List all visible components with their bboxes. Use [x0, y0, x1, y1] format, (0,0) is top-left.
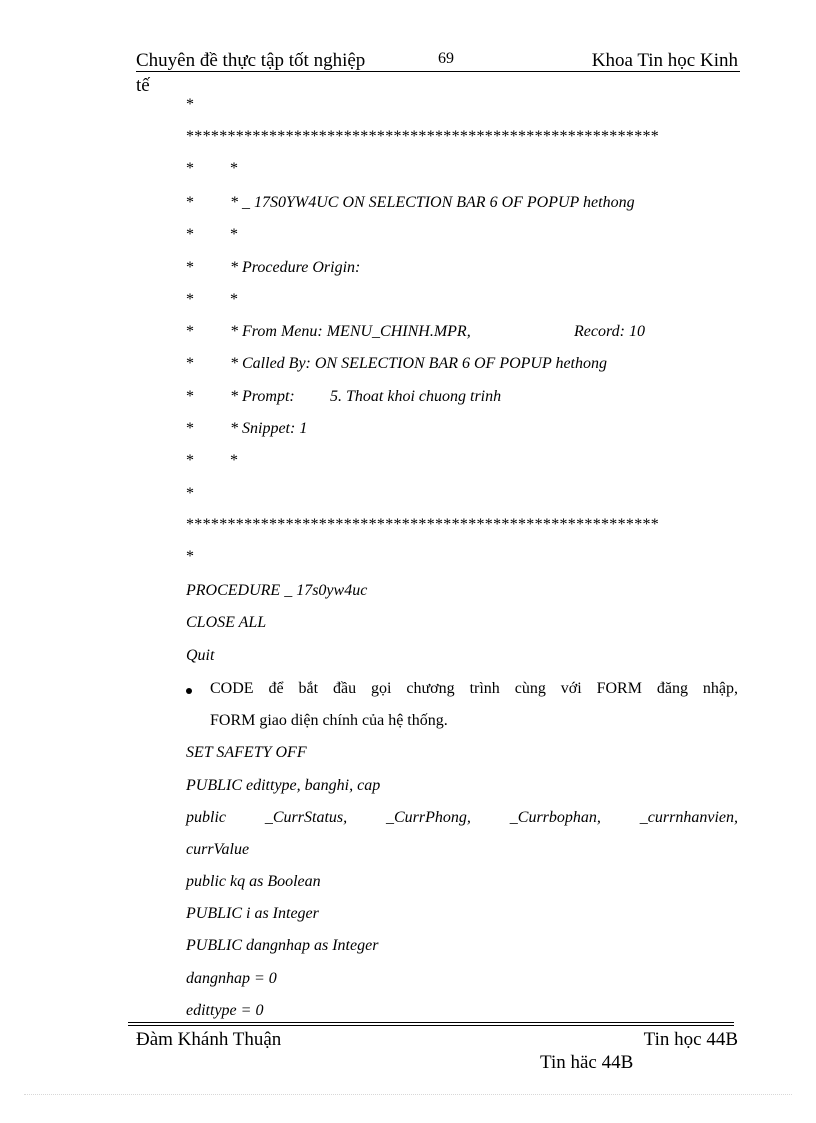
bullet-text-line-1: CODE để bắt đầu gọi chương trình cùng với FORM đăng nhập, [210, 680, 738, 697]
comment-snippet: * Snippet: 1 [230, 420, 308, 437]
comment-record: Record: 10 [574, 323, 645, 340]
code-quit-line: Quit [186, 647, 215, 664]
code-token: public [186, 809, 226, 826]
comment-star: * [230, 226, 238, 243]
comment-procedure-origin: * Procedure Origin: [230, 259, 361, 276]
comment-star: * [186, 259, 194, 276]
code-procedure-line: PROCEDURE _ 17s0yw4uc [186, 582, 368, 599]
comment-star-row: ********************************************************* [186, 128, 660, 145]
code-dangnhap-init-line: dangnhap = 0 [186, 970, 277, 987]
comment-star: * [186, 355, 194, 372]
comment-called-by: * Called By: ON SELECTION BAR 6 OF POPUP hethong [230, 355, 607, 372]
comment-star: * [186, 388, 194, 405]
comment-star: * [230, 160, 238, 177]
code-public-kq-line: public kq as Boolean [186, 873, 321, 890]
comment-from-menu: * From Menu: MENU_CHINH.MPR, [230, 323, 471, 340]
comment-star: * [186, 291, 194, 308]
header-page-number: 69 [438, 50, 454, 67]
footer-rule [128, 1025, 734, 1026]
code-set-safety-line: SET SAFETY OFF [186, 744, 307, 761]
code-token: _Currbophan, [509, 809, 601, 826]
comment-star: * [186, 160, 194, 177]
header-faculty: Khoa Tin học Kinh [591, 50, 738, 71]
code-public-i-line: PUBLIC i as Integer [186, 905, 319, 922]
comment-star: * [186, 323, 194, 340]
comment-star: * [230, 452, 238, 469]
comment-star: * [186, 96, 194, 113]
comment-procedure-name: * _ 17S0YW4UC ON SELECTION BAR 6 OF POPUP hethong [230, 194, 635, 211]
code-public-dangnhap-line: PUBLIC dangnhap as Integer [186, 937, 379, 954]
code-public-edittype-line: PUBLIC edittype, banghi, cap [186, 777, 381, 794]
code-close-all-line: CLOSE ALL [186, 614, 267, 631]
footer-class: Tin học 44B [643, 1029, 738, 1050]
header-faculty-continuation: tế [136, 75, 150, 96]
code-token: _CurrStatus, [264, 809, 348, 826]
comment-prompt-value: 5. Thoat khoi chuong trinh [330, 388, 502, 405]
footer-rule [128, 1022, 734, 1023]
footer-class-secondary: Tin häc 44B [540, 1052, 634, 1073]
comment-star: * [186, 548, 194, 565]
comment-star: * [186, 485, 194, 502]
bullet-text-line-2: FORM giao diện chính của hệ thống. [210, 712, 448, 729]
code-token: _CurrPhong, [386, 809, 471, 826]
comment-star: * [230, 291, 238, 308]
footer-author: Đàm Khánh Thuận [136, 1029, 282, 1050]
comment-star: * [186, 194, 194, 211]
code-currvalue-line: currValue [186, 841, 250, 858]
code-token: _currnhanvien, [639, 809, 738, 826]
header-report-title: Chuyên đề thực tập tốt nghiệp [136, 50, 366, 71]
page-bottom-divider [24, 1094, 792, 1095]
code-edittype-init-line: edittype = 0 [186, 1002, 264, 1019]
code-public-curr-line [186, 809, 738, 827]
comment-star-row: ********************************************************* [186, 516, 660, 533]
comment-star: * [186, 226, 194, 243]
comment-star: * [186, 420, 194, 437]
comment-prompt-label: * Prompt: [230, 388, 295, 405]
comment-star: * [186, 452, 194, 469]
